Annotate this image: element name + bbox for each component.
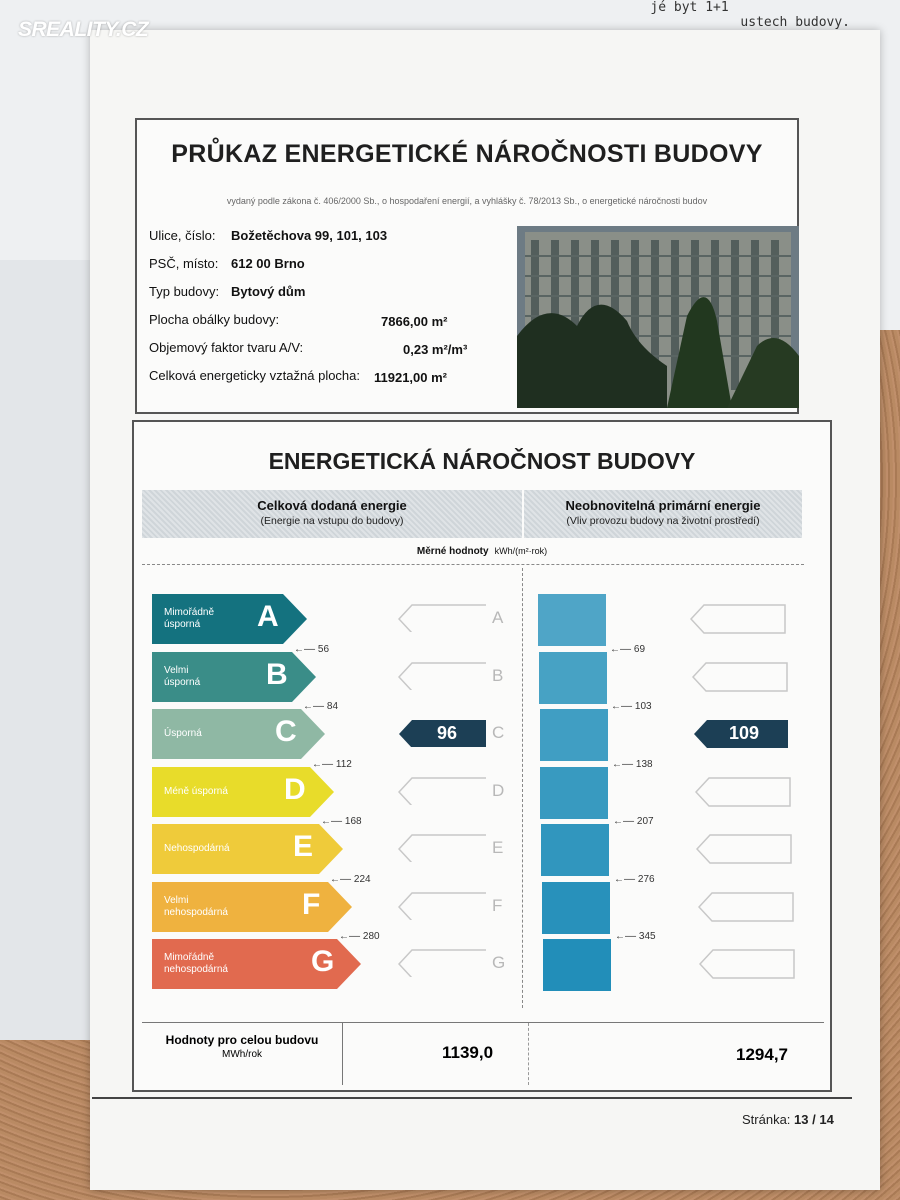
primary-energy-title: Neobnovitelná primární energie	[565, 498, 761, 513]
primary-class-marker-e	[696, 834, 792, 864]
primary-class-marker-g	[699, 949, 795, 979]
class-arrow-e	[152, 824, 343, 874]
delivered-class-marker-b	[398, 662, 486, 690]
primary-threshold: ←–– 138	[612, 758, 653, 770]
primary-energy-segment-b	[539, 652, 607, 704]
primary-class-marker-b	[692, 662, 788, 692]
delivered-threshold: ←–– 56	[294, 643, 330, 655]
middle-class-letter: F	[492, 895, 503, 915]
area-label: Celková energeticky vztažná plocha:	[149, 368, 361, 383]
class-letter: B	[266, 657, 288, 691]
delivered-threshold: ←–– 84	[303, 701, 339, 712]
class-arrow-g	[152, 939, 361, 989]
primary-class-marker-a	[690, 604, 786, 634]
primary-class-marker-d	[695, 777, 791, 807]
shape-label: Objemový faktor tvaru A/V:	[149, 340, 304, 355]
primary-energy-subtitle: (Vliv provozu budovy na životní prostředí)	[566, 515, 760, 527]
primary-energy-header	[524, 490, 802, 538]
middle-class-letter: C	[492, 723, 505, 742]
primary-energy-segment-g	[543, 939, 611, 991]
footer-line	[92, 1097, 852, 1099]
middle-class-letter: B	[492, 665, 504, 685]
type-label: Typ budovy:	[149, 284, 220, 299]
energy-title: ENERGETICKÁ NÁROČNOST BUDOVY	[268, 448, 696, 474]
primary-threshold: ←–– 103	[611, 701, 652, 712]
primary-class-marker-f	[698, 892, 794, 922]
class-label: Velmi úsporná	[164, 664, 201, 688]
delivered-threshold: ←–– 224	[330, 873, 371, 885]
type-value: Bytový dům	[231, 284, 306, 299]
primary-threshold: ←–– 207	[613, 816, 654, 827]
dashed-column-divider	[522, 568, 523, 1008]
envelope-label: Plocha obálky budovy:	[149, 312, 280, 327]
primary-energy-segment-d	[540, 767, 608, 819]
specific-values-label: Měrné hodnoty	[416, 546, 489, 557]
building-photo	[517, 226, 799, 408]
area-value: 11921,00 m²	[374, 370, 448, 385]
watermark-logo: SREALITY.CZ	[18, 18, 149, 41]
building-photo-image	[517, 226, 799, 408]
delivered-energy-title: Celková dodaná energie	[257, 498, 407, 513]
class-label: Úsporná	[164, 728, 202, 739]
shape-value: 0,23 m²/m³	[403, 342, 468, 357]
totals-unit: MWh/rok	[222, 1049, 262, 1060]
class-arrow-b	[152, 652, 316, 702]
class-letter: G	[311, 945, 335, 978]
delivered-class-marker-g	[398, 949, 486, 977]
middle-class-letter: A	[492, 608, 504, 627]
class-label: Mimořádně úsporná	[164, 607, 215, 630]
delivered-rating-value: 96	[436, 723, 458, 743]
total-delivered-energy: 1139,0	[442, 1043, 494, 1062]
city-label: PSČ, místo:	[149, 256, 219, 271]
specific-values-heading	[134, 546, 830, 557]
class-letter: C	[275, 715, 297, 748]
delivered-class-marker-e	[398, 834, 486, 862]
delivered-threshold: ←–– 168	[321, 816, 362, 827]
primary-energy-segment-a	[538, 594, 606, 646]
class-label: Méně úsporná	[164, 785, 228, 797]
class-arrow-f	[152, 882, 352, 932]
delivered-energy-header	[142, 490, 522, 538]
primary-rating-value: 109	[728, 723, 760, 743]
primary-energy-segment-c	[540, 709, 608, 761]
class-label: Velmi nehospodárná	[164, 894, 228, 918]
class-letter: E	[293, 830, 314, 863]
class-label: Mimořádně nehospodárná	[164, 952, 228, 975]
primary-energy-segment-f	[542, 882, 610, 934]
delivered-energy-subtitle: (Energie na vstupu do budovy)	[260, 515, 404, 527]
total-primary-energy: 1294,7	[736, 1045, 788, 1064]
primary-threshold: ←–– 345	[615, 931, 656, 942]
class-label: Nehospodárná	[164, 843, 230, 854]
energy-performance-box	[132, 420, 832, 1092]
specific-values-unit: kWh/(m²·rok)	[494, 546, 548, 556]
city-value: 612 00 Brno	[231, 256, 305, 271]
certificate-title: PRŮKAZ ENERGETICKÉ NÁROČNOSTI BUDOVY	[171, 140, 763, 168]
envelope-value: 7866,00 m²	[381, 314, 448, 329]
middle-class-letter: G	[492, 953, 506, 972]
class-letter: F	[302, 887, 321, 921]
building-totals-row	[142, 1022, 824, 1085]
totals-label-cell	[142, 1023, 343, 1085]
class-arrow-c	[152, 709, 325, 759]
middle-class-letter: E	[492, 838, 504, 857]
totals-label: Hodnoty pro celou budovu	[165, 1033, 319, 1047]
primary-energy-segment-e	[541, 824, 609, 876]
middle-class-letter: D	[492, 780, 505, 800]
class-arrow-a	[152, 594, 307, 644]
class-letter: A	[257, 600, 279, 633]
dashed-divider	[142, 564, 804, 565]
certificate-header-box	[135, 118, 799, 414]
delivered-class-marker-a	[398, 604, 486, 632]
page-number: Stránka: 13 / 14	[742, 1112, 834, 1127]
street-label: Ulice, číslo:	[149, 228, 216, 243]
delivered-threshold: ←–– 112	[312, 758, 352, 770]
delivered-class-marker-d	[398, 777, 486, 805]
class-letter: D	[284, 772, 306, 806]
totals-divider	[528, 1023, 529, 1085]
primary-threshold: ←–– 276	[614, 873, 655, 885]
delivered-threshold: ←–– 280	[339, 931, 380, 942]
delivered-class-marker-f	[398, 892, 486, 920]
street-value: Božetěchova 99, 101, 103	[231, 228, 388, 243]
class-arrow-d	[152, 767, 334, 817]
background-sheet-text: jé byt 1+1 ustech budovy.	[650, 0, 850, 30]
primary-threshold: ←–– 69	[610, 643, 646, 655]
certificate-subtitle: vydaný podle zákona č. 406/2000 Sb., o hospodaření energií, a vyhlášky č. 78/2013 Sb., o energetické náročnosti budov	[226, 196, 708, 206]
